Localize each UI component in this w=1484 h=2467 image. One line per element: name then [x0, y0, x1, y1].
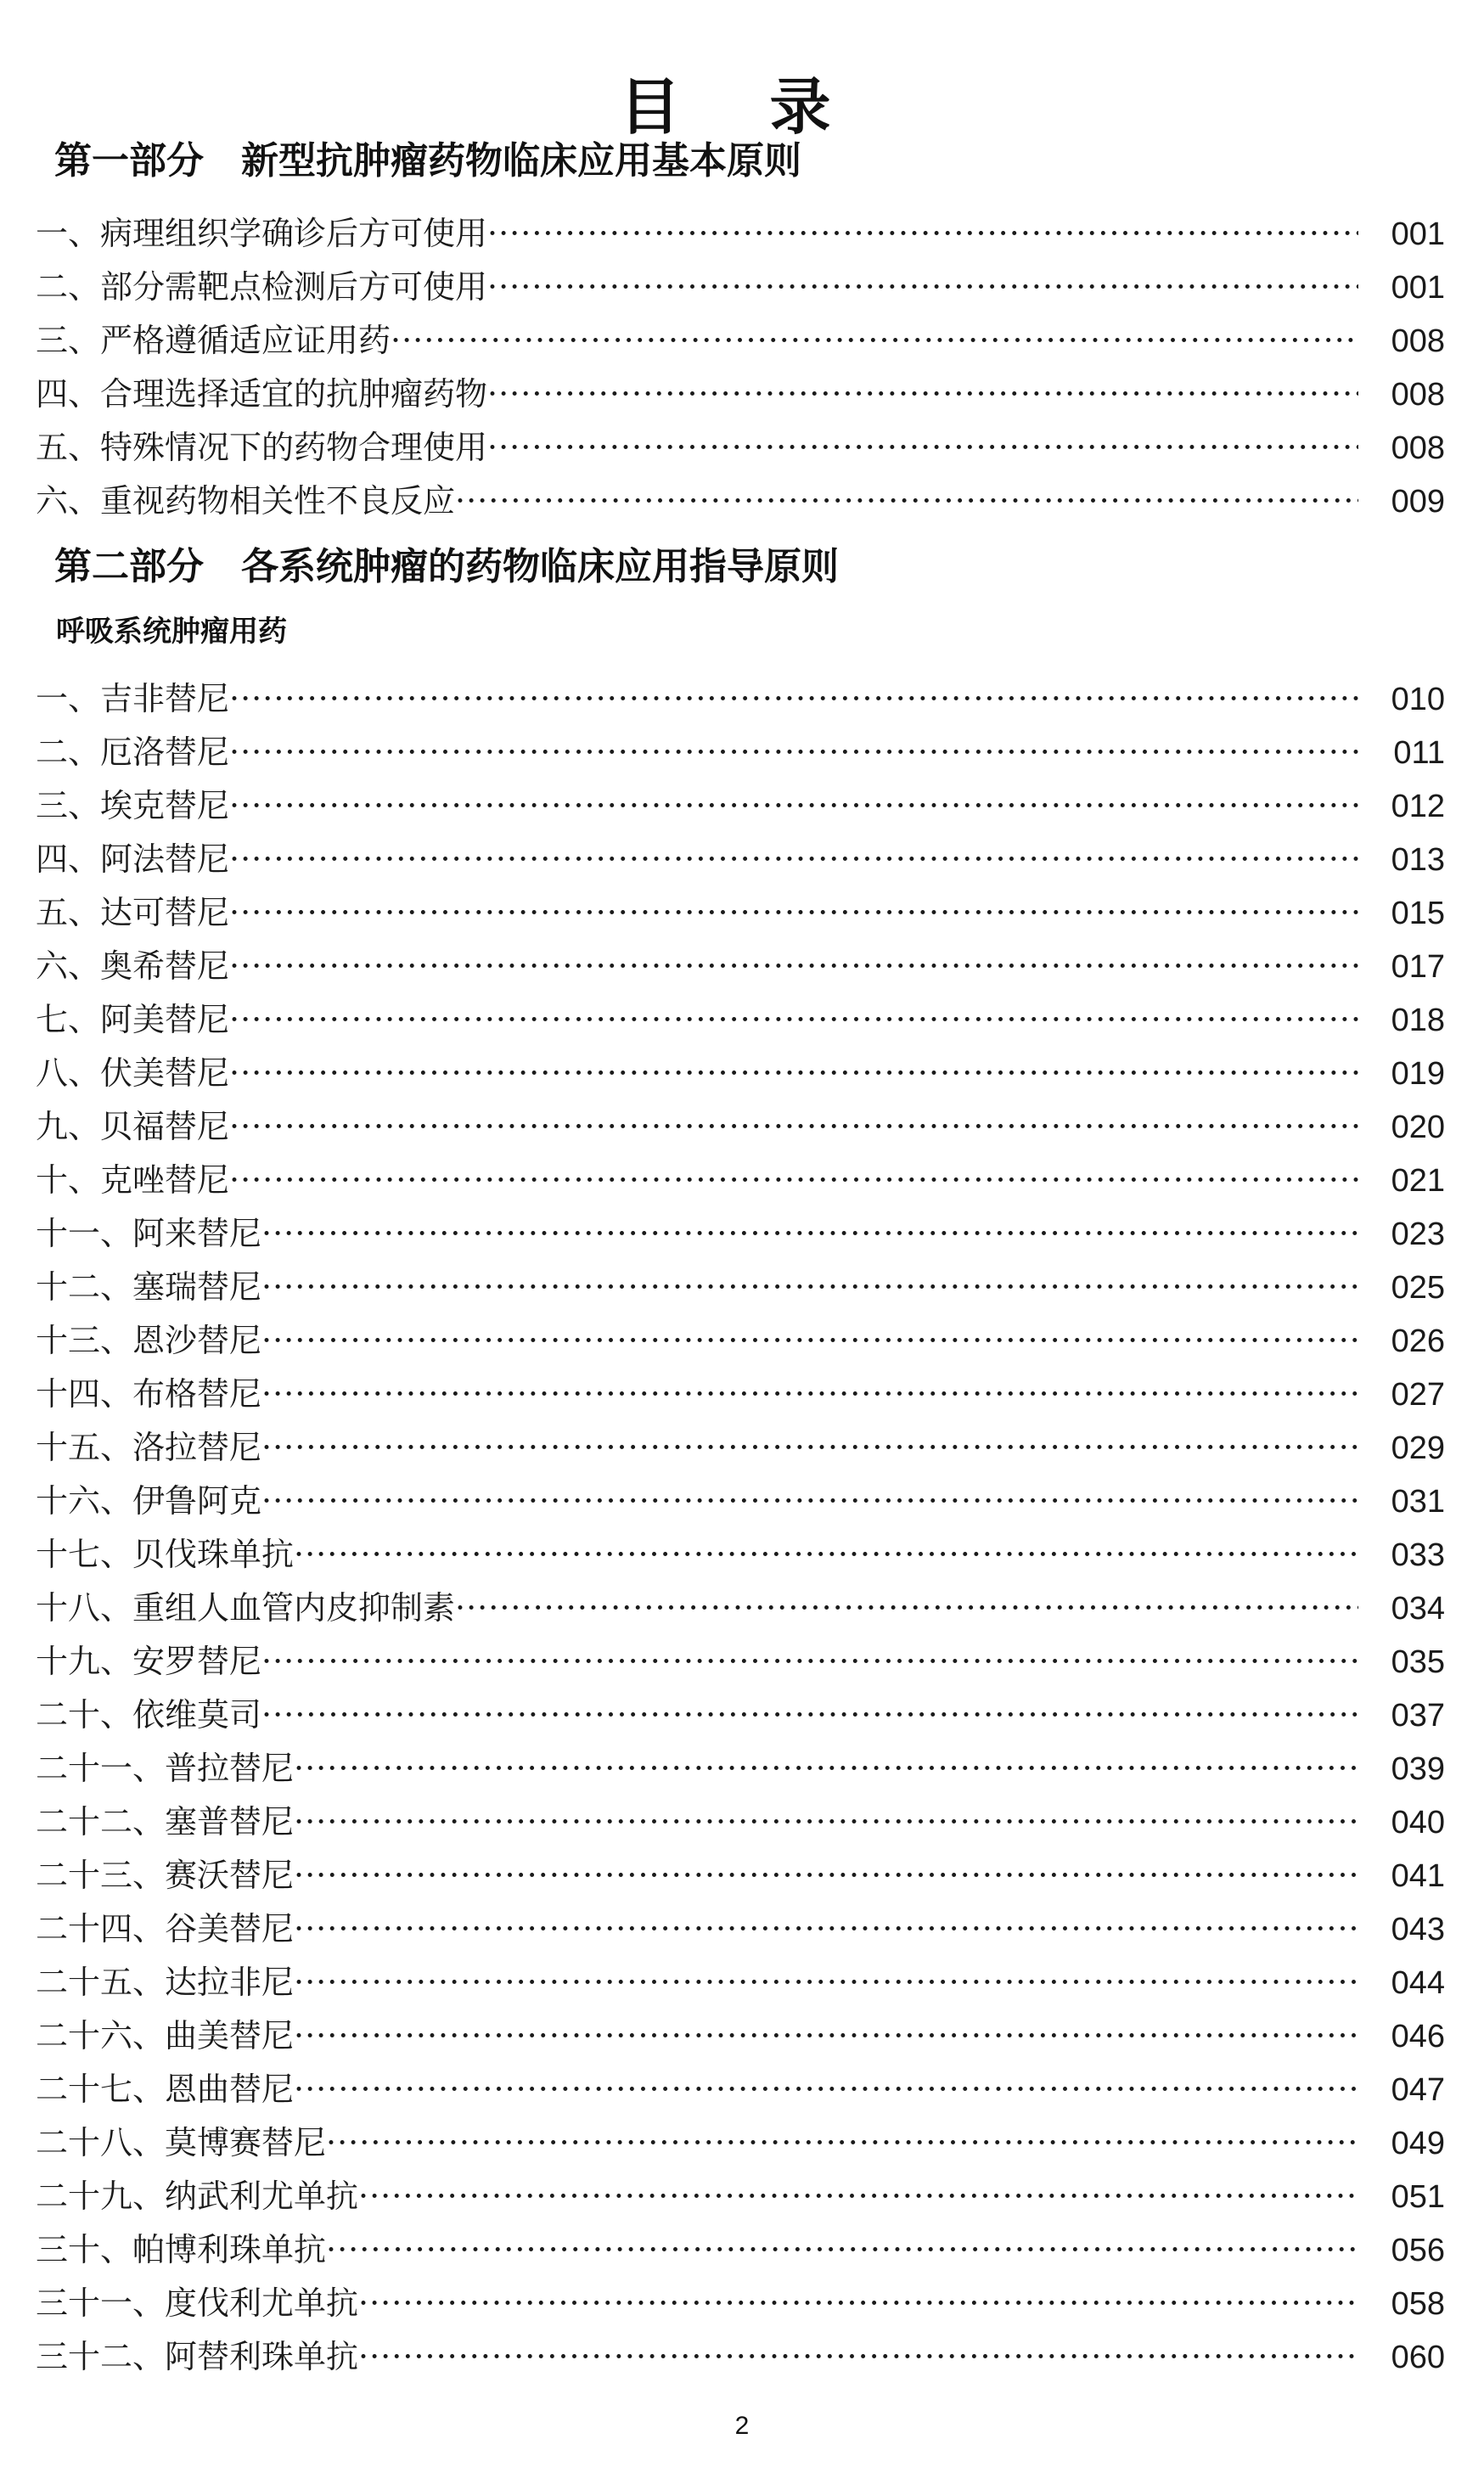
dot-leader — [294, 1849, 1358, 1902]
toc-entry[interactable] — [36, 1902, 1445, 1956]
dot-leader — [326, 2223, 1358, 2277]
toc-entry-title: 五、特殊情况下的药物合理使用 — [36, 429, 488, 466]
toc-entry-page-number: 008 — [1391, 430, 1445, 466]
toc-entry-title: 二十九、纳武利尤单抗 — [36, 2178, 359, 2215]
toc-entry-page-number: 058 — [1391, 2286, 1445, 2322]
toc-entry-page-number: 029 — [1391, 1430, 1445, 1466]
dot-leader — [358, 2170, 1358, 2223]
dot-leader — [229, 833, 1358, 886]
part-one-entries — [36, 207, 1445, 528]
toc-entry-page-number: 037 — [1391, 1698, 1445, 1734]
toc-entry-title: 二、厄洛替尼 — [36, 733, 230, 771]
toc-entry-title: 十四、布格替尼 — [36, 1375, 262, 1413]
table-of-contents — [36, 134, 1445, 2384]
dot-leader — [229, 1100, 1358, 1154]
toc-entry-title: 二十八、莫博赛替尼 — [36, 2124, 327, 2161]
toc-entry-title: 三十一、度伐利尤单抗 — [36, 2284, 359, 2322]
toc-entry[interactable] — [36, 2277, 1445, 2330]
dot-leader — [487, 368, 1358, 421]
dot-leader — [261, 1475, 1358, 1528]
page-number-footer: 2 — [734, 2412, 750, 2440]
toc-entry-page-number: 012 — [1391, 789, 1445, 824]
toc-entry-title: 十九、安罗替尼 — [36, 1643, 262, 1680]
toc-entry-title: 二十一、普拉替尼 — [36, 1750, 295, 1787]
toc-entry-title: 十二、塞瑞替尼 — [36, 1268, 262, 1306]
toc-entry[interactable] — [36, 2009, 1445, 2063]
toc-entry-title: 十、克唑替尼 — [36, 1161, 230, 1199]
toc-entry-page-number: 010 — [1391, 682, 1445, 717]
toc-entry[interactable] — [36, 1475, 1445, 1528]
toc-entry[interactable] — [36, 1635, 1445, 1689]
dot-leader — [487, 207, 1358, 261]
toc-entry[interactable] — [36, 940, 1445, 993]
dot-leader — [229, 672, 1358, 726]
toc-entry[interactable] — [36, 1421, 1445, 1475]
dot-leader — [261, 1314, 1358, 1368]
toc-entry-title: 三十二、阿替利珠单抗 — [36, 2338, 359, 2375]
toc-entry[interactable] — [36, 314, 1445, 368]
dot-leader — [229, 1047, 1358, 1100]
dot-leader — [261, 1261, 1358, 1314]
toc-entry[interactable] — [36, 1528, 1445, 1582]
toc-entry[interactable] — [36, 2223, 1445, 2277]
dot-leader — [229, 886, 1358, 940]
toc-entry[interactable] — [36, 1582, 1445, 1635]
toc-entry[interactable] — [36, 1849, 1445, 1902]
toc-entry-page-number: 043 — [1391, 1912, 1445, 1947]
toc-entry[interactable] — [36, 1795, 1445, 1849]
toc-entry[interactable] — [36, 1207, 1445, 1261]
dot-leader — [358, 2277, 1358, 2330]
dot-leader — [294, 1742, 1358, 1795]
subsection-heading-respiratory: 呼吸系统肿瘤用药 — [56, 615, 287, 649]
toc-entry-title: 十六、伊鲁阿克 — [36, 1482, 262, 1520]
toc-entry-page-number: 001 — [1391, 216, 1445, 252]
toc-entry[interactable] — [36, 261, 1445, 314]
toc-entry[interactable] — [36, 2170, 1445, 2223]
toc-entry-page-number: 047 — [1391, 2072, 1445, 2108]
toc-entry-page-number: 033 — [1391, 1537, 1445, 1573]
part-two-heading: 第二部分 各系统肿瘤的药物临床应用指导原则 — [54, 545, 839, 588]
dot-leader — [261, 1689, 1358, 1742]
toc-entry-page-number: 013 — [1391, 842, 1445, 878]
dot-leader — [294, 2009, 1358, 2063]
toc-entry[interactable] — [36, 672, 1445, 726]
toc-entry[interactable] — [36, 2116, 1445, 2170]
toc-entry-title: 六、奥希替尼 — [36, 947, 230, 985]
toc-entry-page-number: 008 — [1391, 323, 1445, 359]
page-title: 目 录 — [619, 71, 865, 143]
toc-entry-page-number: 041 — [1391, 1858, 1445, 1894]
dot-leader — [455, 1582, 1358, 1635]
toc-entry-page-number: 060 — [1391, 2340, 1445, 2375]
toc-entry-title: 十五、洛拉替尼 — [36, 1429, 262, 1466]
dot-leader — [487, 421, 1358, 475]
toc-entry[interactable] — [36, 1742, 1445, 1795]
toc-entry[interactable] — [36, 1956, 1445, 2009]
toc-entry[interactable] — [36, 207, 1445, 261]
toc-entry[interactable] — [36, 421, 1445, 475]
toc-entry-title: 二十、依维莫司 — [36, 1696, 262, 1734]
toc-entry[interactable] — [36, 1154, 1445, 1207]
toc-entry-page-number: 051 — [1391, 2179, 1445, 2215]
toc-entry[interactable] — [36, 1314, 1445, 1368]
toc-entry-page-number: 046 — [1391, 2019, 1445, 2054]
toc-entry-title: 一、吉非替尼 — [36, 680, 230, 717]
toc-entry[interactable] — [36, 726, 1445, 779]
toc-entry-title: 三十、帕博利珠单抗 — [36, 2231, 327, 2268]
part-one-heading: 第一部分 新型抗肿瘤药物临床应用基本原则 — [54, 139, 801, 183]
toc-entry-page-number: 017 — [1391, 949, 1445, 985]
toc-entry-page-number: 018 — [1391, 1003, 1445, 1038]
toc-entry-title: 三、埃克替尼 — [36, 787, 230, 824]
toc-entry[interactable] — [36, 1261, 1445, 1314]
toc-entry[interactable] — [36, 2330, 1445, 2384]
toc-entry-page-number: 044 — [1391, 1965, 1445, 2001]
toc-entry-title: 四、合理选择适宜的抗肿瘤药物 — [36, 375, 488, 413]
toc-entry[interactable] — [36, 475, 1445, 528]
toc-entry-title: 四、阿法替尼 — [36, 840, 230, 878]
toc-entry-page-number: 035 — [1391, 1644, 1445, 1680]
dot-leader — [229, 940, 1358, 993]
dot-leader — [358, 2330, 1358, 2384]
dot-leader — [229, 726, 1358, 779]
toc-entry[interactable] — [36, 1100, 1445, 1154]
toc-entry-page-number: 019 — [1391, 1056, 1445, 1092]
toc-entry-title: 二、部分需靶点检测后方可使用 — [36, 268, 488, 306]
dot-leader — [455, 475, 1358, 528]
toc-entry-page-number: 011 — [1393, 735, 1445, 771]
toc-entry-title: 九、贝福替尼 — [36, 1108, 230, 1145]
dot-leader — [294, 1956, 1358, 2009]
toc-entry-page-number: 031 — [1391, 1484, 1445, 1520]
toc-entry[interactable] — [36, 779, 1445, 833]
dot-leader — [294, 2063, 1358, 2116]
dot-leader — [487, 261, 1358, 314]
toc-entry-page-number: 001 — [1391, 270, 1445, 306]
toc-entry[interactable] — [36, 2063, 1445, 2116]
toc-entry-page-number: 020 — [1391, 1110, 1445, 1145]
dot-leader — [229, 993, 1358, 1047]
toc-entry-title: 十三、恩沙替尼 — [36, 1322, 262, 1359]
toc-entry-page-number: 027 — [1391, 1377, 1445, 1413]
dot-leader — [294, 1528, 1358, 1582]
toc-entry[interactable] — [36, 993, 1445, 1047]
toc-entry-title: 一、病理组织学确诊后方可使用 — [36, 215, 488, 252]
toc-entry-title: 十八、重组人血管内皮抑制素 — [36, 1589, 456, 1627]
toc-entry-page-number: 021 — [1391, 1163, 1445, 1199]
toc-entry-title: 八、伏美替尼 — [36, 1054, 230, 1092]
dot-leader — [261, 1368, 1358, 1421]
toc-entry-page-number: 009 — [1391, 484, 1445, 520]
toc-entry-title: 七、阿美替尼 — [36, 1001, 230, 1038]
dot-leader — [261, 1635, 1358, 1689]
dot-leader — [229, 1154, 1358, 1207]
toc-entry-title: 十一、阿来替尼 — [36, 1215, 262, 1252]
toc-entry-page-number: 056 — [1391, 2233, 1445, 2268]
toc-entry-title: 二十六、曲美替尼 — [36, 2017, 295, 2054]
toc-entry-title: 二十二、塞普替尼 — [36, 1803, 295, 1840]
toc-entry-page-number: 025 — [1391, 1270, 1445, 1306]
toc-entry-title: 二十四、谷美替尼 — [36, 1910, 295, 1947]
toc-entry-page-number: 034 — [1391, 1591, 1445, 1627]
toc-entry-title: 六、重视药物相关性不良反应 — [36, 482, 456, 520]
dot-leader — [391, 314, 1358, 368]
dot-leader — [261, 1207, 1358, 1261]
toc-entry[interactable] — [36, 1047, 1445, 1100]
toc-entry[interactable] — [36, 886, 1445, 940]
toc-entry-page-number: 023 — [1391, 1217, 1445, 1252]
toc-entry[interactable] — [36, 368, 1445, 421]
toc-entry-title: 十七、贝伐珠单抗 — [36, 1536, 295, 1573]
dot-leader — [261, 1421, 1358, 1475]
toc-entry-title: 五、达可替尼 — [36, 894, 230, 931]
toc-entry-title: 二十五、达拉非尼 — [36, 1964, 295, 2001]
toc-entry[interactable] — [36, 1368, 1445, 1421]
dot-leader — [294, 1795, 1358, 1849]
toc-entry[interactable] — [36, 1689, 1445, 1742]
toc-entry-title: 二十七、恩曲替尼 — [36, 2071, 295, 2108]
toc-entry-page-number: 015 — [1391, 896, 1445, 931]
toc-entry-page-number: 008 — [1391, 377, 1445, 413]
toc-entry-page-number: 040 — [1391, 1805, 1445, 1840]
dot-leader — [229, 779, 1358, 833]
dot-leader — [294, 1902, 1358, 1956]
toc-entry[interactable] — [36, 833, 1445, 886]
toc-entry-title: 三、严格遵循适应证用药 — [36, 322, 391, 359]
part-two-entries — [36, 672, 1445, 2384]
toc-entry-title: 二十三、赛沃替尼 — [36, 1857, 295, 1894]
dot-leader — [326, 2116, 1358, 2170]
toc-entry-page-number: 026 — [1391, 1323, 1445, 1359]
toc-entry-page-number: 049 — [1391, 2126, 1445, 2161]
toc-entry-page-number: 039 — [1391, 1751, 1445, 1787]
